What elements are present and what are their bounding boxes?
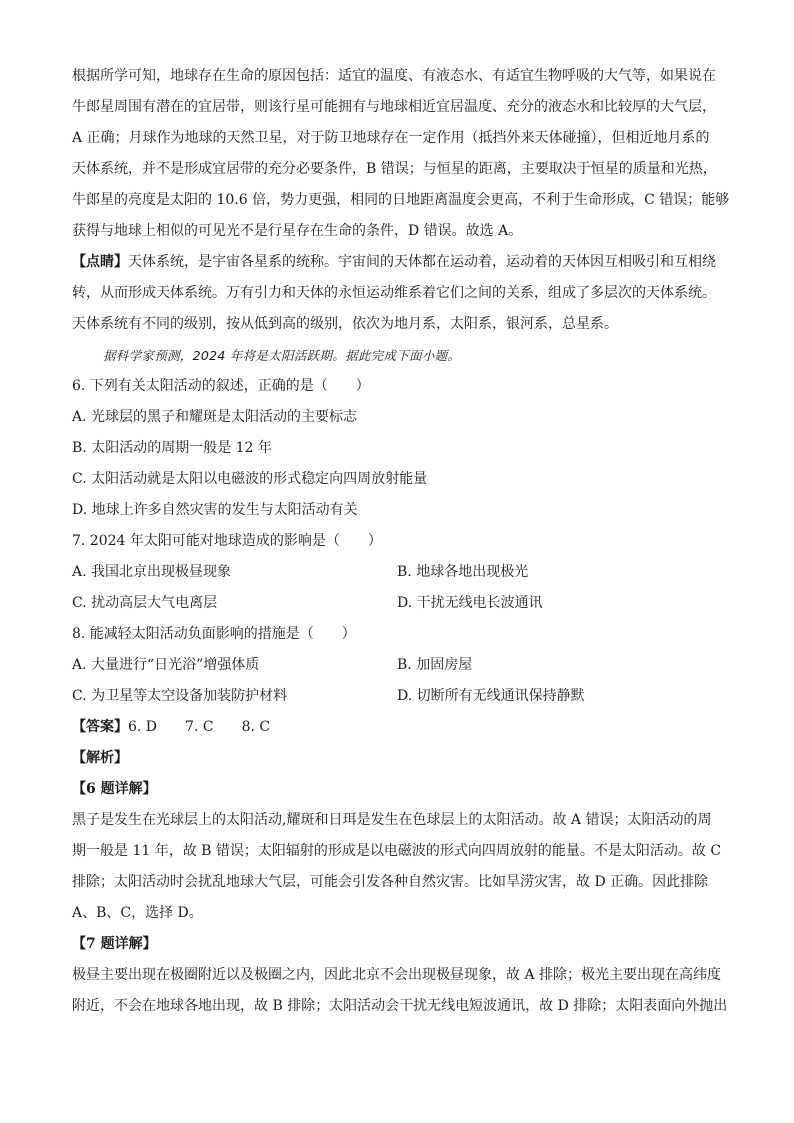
question-stem: 7. 2024 年太阳可能对地球造成的影响是（ ）: [72, 533, 382, 549]
answer-line: [72, 712, 724, 743]
text-line: 转，从而形成天体系统。万有引力和天体的永恒运动维系着它们之间的关系，组成了多层次的天体系统。: [72, 285, 716, 301]
question-intro: [72, 340, 724, 371]
text-line: 排除；太阳活动时会扰乱地球大气层，可能会引发各种自然灾害。比如旱涝灾害，故 D 正确。因此排除: [72, 874, 709, 890]
text-line: A、B、C，选择 D。: [72, 905, 203, 921]
text-line: 附近，不会在地球各地出现，故 B 排除；太阳活动会干扰无线电短波通讯，故 D 排除；太阳表面向外抛出: [72, 998, 728, 1014]
options-row: [72, 588, 724, 619]
detail-7-label: 【7 题详解】: [72, 936, 157, 952]
answer-label: 【答案】: [72, 719, 128, 735]
option-b: B. 地球各地出现极光: [397, 564, 529, 580]
options-row: [72, 557, 724, 588]
option-c: C. 为卫星等太空设备加装防护材料: [72, 688, 288, 704]
question-6: [72, 371, 724, 526]
text-line: 期一般是 11 年，故 B 错误；太阳辐射的形成是以电磁波的形式向四周放射的能量。不是太阳活动。故 C: [72, 843, 722, 859]
question-8: [72, 619, 724, 712]
detail-6-section: [72, 774, 724, 929]
text-line: 【点睛】天体系统，是宇宙各星系的统称。宇宙间的天体都在运动着，运动着的天体因互相吸引和互相绕: [72, 254, 716, 270]
dianjing-section: [72, 247, 724, 340]
question-7: [72, 526, 724, 619]
text-line: 牛郎星的亮度是太阳的 10.6 倍，势力更强，相同的日地距离温度会更高，不利于生命形成，C 错误；能够: [72, 192, 730, 208]
option-a: A. 我国北京出现极昼现象: [72, 564, 232, 580]
intro-text: 据科学家预测，2024 年将是太阳活跃期。据此完成下面小题。: [103, 348, 461, 363]
text-line: 牛郎星周围有潜在的宜居带，则该行星可能拥有与地球相近宜居温度、充分的液态水和比较厚的大气层，: [72, 99, 716, 115]
question-stem: 6. 下列有关太阳活动的叙述，正确的是（ ）: [72, 378, 370, 394]
answer-6: 6. D: [128, 719, 158, 735]
option-d: D. 切断所有无线通讯保持静默: [397, 688, 585, 704]
option-c: C. 太阳活动就是太阳以电磁波的形式稳定向四周放射能量: [72, 471, 428, 487]
option-d: D. 地球上许多自然灾害的发生与太阳活动有关: [72, 502, 358, 518]
answer-7: 7. C: [185, 719, 214, 735]
option-b: B. 太阳活动的周期一般是 12 年: [72, 440, 272, 456]
text-line: 获得与地球上相似的可见光不是行星存在生命的条件，D 错误。故选 A。: [72, 223, 523, 239]
question-stem: 8. 能减轻太阳活动负面影响的措施是（ ）: [72, 626, 356, 642]
jiexi-label: 【解析】: [72, 750, 128, 766]
options-row: [72, 681, 724, 712]
text-line: 极昼主要出现在极圈附近以及极圈之内，因此北京不会出现极昼现象，故 A 排除；极光主要出现在高纬度: [72, 967, 722, 983]
text-line: 天体系统有不同的级别，按从低到高的级别，依次为地月系，太阳系，银河系，总星系。: [72, 316, 618, 332]
detail-6-label: 【6 题详解】: [72, 781, 157, 797]
answer-section: [72, 712, 724, 774]
answer-8: 8. C: [241, 719, 271, 735]
options-row: [72, 650, 724, 681]
detail-7-section: [72, 929, 728, 1022]
option-d: D. 干扰无线电长波通讯: [397, 595, 543, 611]
option-c: C. 扰动高层大气电离层: [72, 595, 218, 611]
dianjing-label: 【点睛】: [72, 254, 128, 270]
text-line: A 正确；月球作为地球的天然卫星，对于防卫地球存在一定作用（抵挡外来天体碰撞），但相近地月系的: [72, 130, 710, 146]
text-line: 根据所学可知，地球存在生命的原因包括：适宜的温度、有液态水、有适宜生物呼吸的大气等，如果说在: [72, 68, 716, 84]
previous-analysis-paragraph: [72, 61, 730, 247]
option-a: A. 光球层的黑子和耀斑是太阳活动的主要标志: [72, 409, 358, 425]
option-b: B. 加固房屋: [397, 657, 473, 673]
option-a: A. 大量进行“日光浴”增强体质: [72, 657, 260, 673]
text-line: 黑子是发生在光球层上的太阳活动,耀斑和日珥是发生在色球层上的太阳活动。故 A 错误；太阳活动的周: [72, 812, 712, 828]
text-line: 天体系统，并不是形成宜居带的充分必要条件，B 错误；与恒星的距离，主要取决于恒星的质量和光热，: [72, 161, 717, 177]
